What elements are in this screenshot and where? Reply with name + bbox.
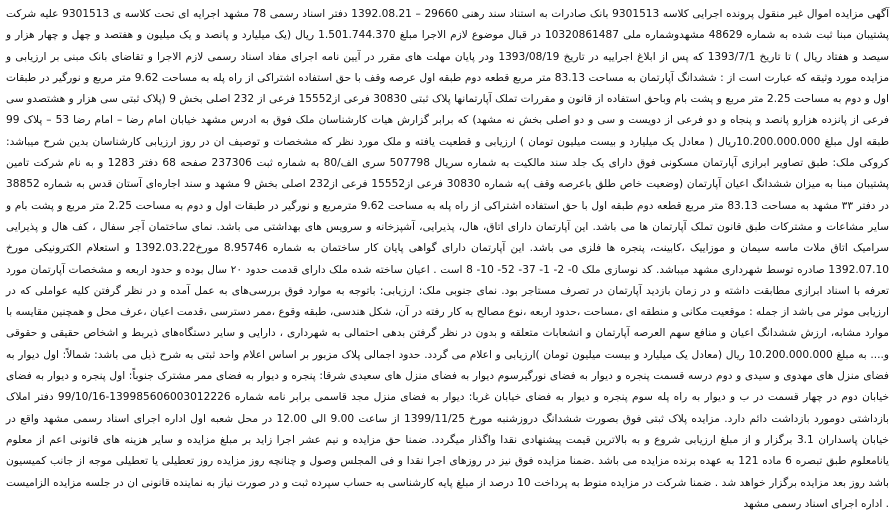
auction-notice-text: آگهی مزایده اموال غیر منقول پرونده اجرایی کلاسه 9301513 بانک صادرات به استناد سند رهنی 29660 – 1392.08.21 دفتر اسناد رسمی 78 مشهد اجرایه ای تحت کلاسه ی 9301513 علیه شرکت پشتیبان مبنا ثبت شده به شماره 48629 مشهدوشماره ملی 10320861487 در قبال موضوع لازم الاجرا مبلغ 1.501.744.370 ریال (یک میلیارد و پانصد و یک میلیون و هفتصد و چهل و چهار هزار و سیصد و هفتاد ریال ) تا تاریخ 1393/7/1 که پس از ابلاغ اجراییه در تاریخ 1393/08/19 ودر پایان مهلت های مقرر در آیین نامه اجرای مفاد اسناد رسمی لازم الاجرا و تقاضای بانک مبنی بر ارزیابی و مزایده مورد وثیقه که عبارت است از : ششدانگ آپارتمان به مساحت 83.13 متر مربع قطعه دوم طبقه اول عرصه وقف با حق استفاده اشتراکی از راه پله به مساحت 9.62 متر مربع و نورگیر در طبقات اول و دوم به مساحت 2.25 متر مربع و پشت بام وباحق استفاده از قانون و مقررات تملک آپارتمانها پلاک ثبتی 30830 فرعی از15552 فرعی از 232 اصلی بخش 9 (پلاک ثبتی سی هزار و هشتصدو سی فرعی از پانزده هزارو پانصد و پنجاه و دو فرعی از دویست و سی و دو اصلی بخش نه مشهد) که برابر گزارش هیات کارشناسان ملک فوق به ادرس مشهد خیابان امام رضا – امام رضا 53 – پلاک 99 طبقه اول مبلغ 10.200.000.000ریال ( معادل یک میلیارد و بیست میلیون تومان ) ارزیابی و قطعیت یافته و ملک مورد نظر که مشخصات و توصیف ان در روز ارزیابی کارشناسان بدین شرح میباشد: کروکی ملک: طبق تصاویر ابرازی آپارتمان مسکونی فوق دارای یک جلد سند مالکیت به شماره سریال 507798 سری الف/80 به شماره ثبت 237306 صفحه 68 دفتر 1283 و به نام شرکت تامین پشتیبان مبنا به میزان ششدانگ اعیان آپارتمان (وضعیت خاص طلق باعرصه وقف )به شماره 30830 فرعی از15552 فرعی از232 اصلی بخش 9 مشهد و سند اجاره‌ای آستان قدس به شماره 38852 در دفتر ۳۳ مشهد به مساحت 83.13 متر مربع قطعه دوم طبقه اول با حق استفاده اشتراکی از راه پله به مساحت 9.62 مترمربع و نورگیر در طبقات اول و دوم به مساحت 2.25 متر مربع و پشت بام و سایر مشاعات و مشترکات طبق قانون تملک آپارتمان ها می باشد. این آپارتمان دارای اتاق، هال، پذیرایی، آشپزخانه و سرویس های بهداشتی می باشد. نمای ساختمان آجر سفال ، کف هال و پذیرایی سرامیک اتاق ملات ماسه سیمان و موزاییک ،کابینت، پنجره ها فلزی می باشد. این آپارتمان دارای گواهی پایان کار ساختمان به شماره 8.95746 مورخ1392.03.22 و استعلام الکترونیکی مورخ 1392.07.10 صادره توسط شهرداری مشهد میباشد. کد نوسازی ملک 0- 2- 1- 37- 52- 10- 8 است . اعیان ساخته شده ملک دارای قدمت حدود ۲۰ سال بوده و حدود اربعه و مشخصات آپارتمان مورد تعرفه با اسناد ابرازی مطابقت داشته و در زمان بازدید آپارتمان در تصرف مستاجر بود. نمای جنوبی ملک: ارزیابی: باتوجه به موارد فوق بررسی‌های به عمل آمده و در نظر گرفتن کلیه عواملی که در ارزیابی موثر می باشد از جمله : موقعیت مکانی و منطقه ای ،مساحت ،حدود اربعه ،نوع مصالح به کار رفته در آن، شکل هندسی، طبقه وقوع ،ممر دسترسی ،قدمت اعیان ،عرف محل و همچنین مقایسه با موارد مشابه، ارزش ششدانگ اعیان و منافع سهم العرصه آپارتمان و انشعابات متعلقه و بدون در نظر گرفتن بدهی احتمالی به شهرداری ، دارایی و سایر دستگاه‌های ذیربط و اشخاص حقیقی و حقوقی و.... به مبلغ 10.200.000.000 ریال (معادل یک میلیارد و بیست میلیون تومان )ارزیابی و اعلام می گردد. حدود اجمالی پلاک مزبور بر اساس اعلام واحد ثبتی به شرح ذیل می باشد: شمالاً: اول دیوار به فضای منزل های مهدوی و سیدی و دوم درسه قسمت پنجره و دیوار به فضای نورگیرسوم دیوار به فضای منزل های سعیدی شرقا: پنجره و دیوار به فضای ممر مشترک جنوباً: اول پنجره و دیوار به فضای خیابان دوم در چهار قسمت در ب و دیوار به راه پله سوم پنجره و دیوار به فضای خیابان غربا: دیوار به فضای منزل مجد قاسمی برابر نامه شماره 13998560600301222​6-99/10/16 دفتر املاک بازداشتی دومورد بازداشت دائم دارد. مزایده پلاک ثبتی فوق بصورت ششدانگ دروزشنبه مورخ 1399/11/25 از ساعت 9.00 الی 12.00 در محل شعبه اول اداره اجرای اسناد رسمی مشهد واقع در خیابان پاسداران 3.1 برگزار و از مبلغ ارزیابی شروع و به بالاترین قیمت پیشنهادی نقدا واگذار میگردد. ضمنا حق مزایده و نیم عشر اجرا زاید بر مبلغ مزایده و سایر هزینه های قانونی اعم از معلوم یانامعلوم طبق تبصره 6 ماده 121 به عهده برنده مزایده می باشد .ضمنا مزایده فوق نیز در روزهای اجرا نقدا و فی المجلس وصول و چنانچه روز مزایده روز تعطیلی یا تعطیلی موجه از جانب کمیسیون باشد روز بعد مزایده برگزار خواهد شد . ضمنا شرکت در مزایده منوط به پرداخت 10 درصد از مبلغ پایه کارشناسی به حساب سپرده ثبت و در صورت نیاز به نماینده قانونی ان در جلسه مزایده الزامیست . اداره اجرای اسناد رسمی مشهد bbox=[6, 8, 890, 510]
